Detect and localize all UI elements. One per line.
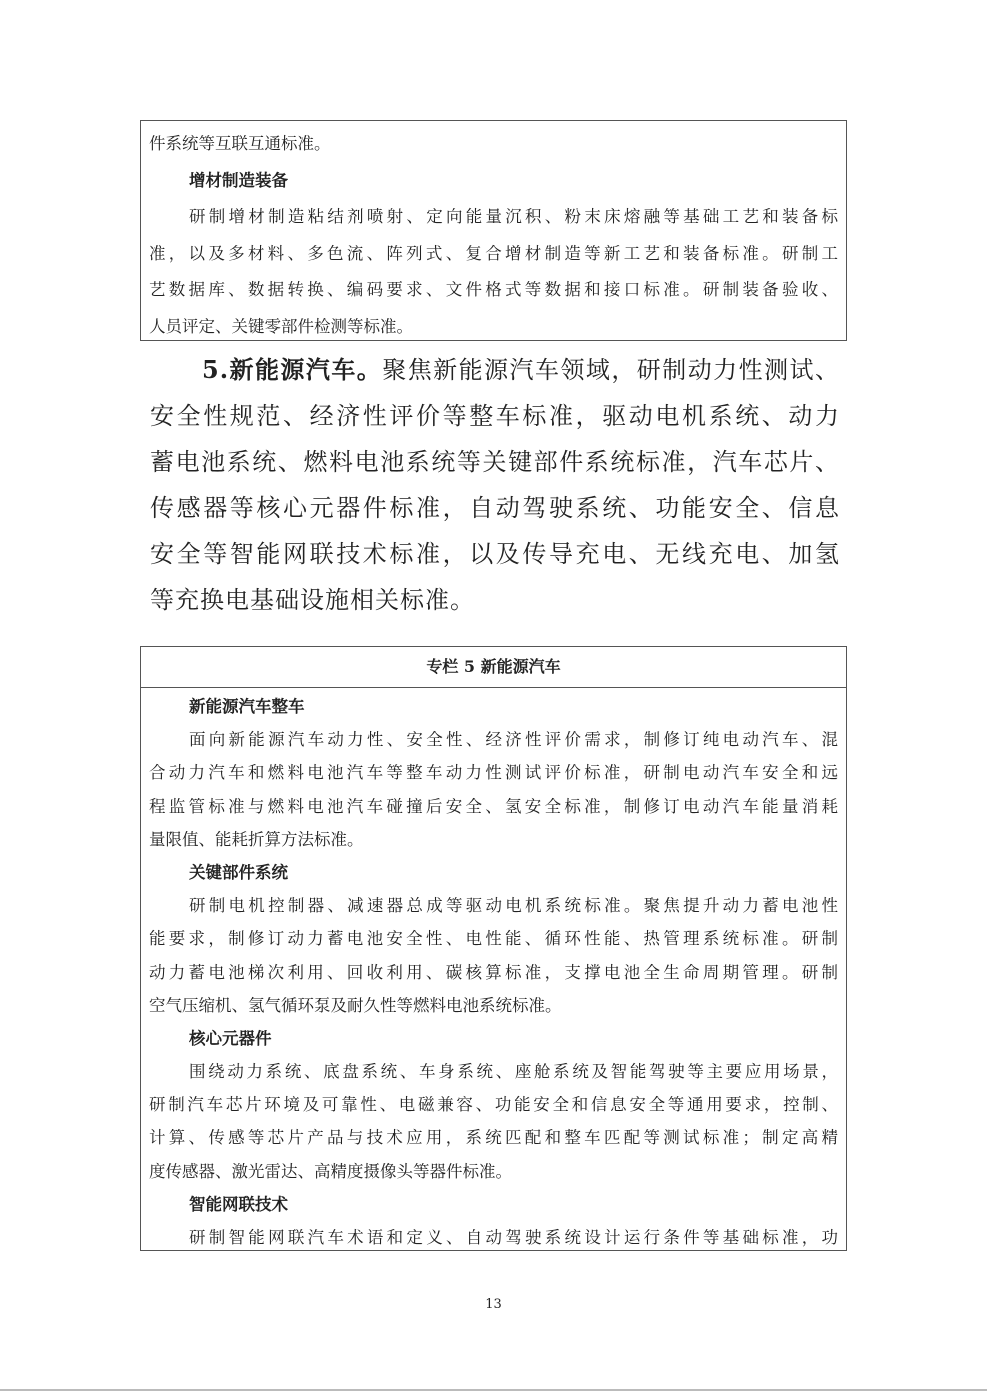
box-text-line: 研制汽车芯片环境及可靠性、电磁兼容、功能安全和信息安全等通用要求，控制、: [149, 1095, 838, 1115]
box-text-line: 研制增材制造粘结剂喷射、定向能量沉积、粉末床熔融等基础工艺和装备标: [189, 207, 838, 226]
box-text-line: 计算、传感等芯片产品与技术应用，系统匹配和整车匹配等测试标准；制定高精: [149, 1128, 838, 1148]
paragraph-line: 安全等智能网联技术标准，以及传导充电、无线充电、加氢: [150, 540, 840, 568]
box-text-line: 空气压缩机、氢气循环泵及耐久性等燃料电池系统标准。: [149, 995, 562, 1015]
box-text-line: 研制电机控制器、减速器总成等驱动电机系统标准。聚焦提升动力蓄电池性: [189, 896, 838, 916]
section-heading: 关键部件系统: [189, 862, 288, 882]
box-text-line: 合动力汽车和燃料电池汽车等整车动力性测试评价标准，研制电动汽车安全和远: [149, 763, 838, 783]
page-number: 13: [485, 1297, 502, 1312]
paragraph-lead: 5.新能源汽车。: [202, 355, 383, 384]
box-text-line: 动力蓄电池梯次利用、回收利用、碳核算标准，支撑电池全生命周期管理。研制: [149, 962, 838, 982]
column-title: 专栏 5 新能源汽车: [141, 647, 846, 688]
body-paragraph-nev: [150, 347, 840, 623]
box-text-line: 量限值、能耗折算方法标准。: [149, 829, 364, 849]
section-heading: 智能网联技术: [189, 1194, 288, 1214]
column-box-nev: [140, 646, 847, 1251]
paragraph-line: 等充换电基础设施相关标准。: [150, 586, 475, 614]
paragraph-line: [150, 347, 840, 393]
box-text-line: 程监管标准与燃料电池汽车碰撞后安全、氢安全标准，制修订电动汽车能量消耗: [149, 796, 838, 816]
box-text-line: 能要求，制修订动力蓄电池安全性、电性能、循环性能、热管理系统标准。研制: [149, 929, 838, 949]
section-heading: 新能源汽车整车: [189, 697, 305, 716]
paragraph-line: 传感器等核心元器件标准，自动驾驶系统、功能安全、信息: [150, 494, 840, 522]
column-box-additive-manufacturing: [140, 120, 847, 341]
box-text-line: 准，以及多材料、多色流、阵列式、复合增材制造等新工艺和装备标准。研制工: [149, 243, 838, 263]
box-text-line: 面向新能源汽车动力性、安全性、经济性评价需求，制修订纯电动汽车、混: [189, 730, 838, 750]
paragraph-line: 安全性规范、经济性评价等整车标准，驱动电机系统、动力: [150, 402, 840, 430]
page-divider: [0, 1389, 987, 1391]
box-text-line: 件系统等互联互通标准。: [149, 134, 331, 153]
section-heading: 核心元器件: [189, 1028, 272, 1048]
box-text-line: 围绕动力系统、底盘系统、车身系统、座舱系统及智能驾驶等主要应用场景，: [189, 1062, 838, 1082]
box-text-line: 艺数据库、数据转换、编码要求、文件格式等数据和接口标准。研制装备验收、: [149, 280, 838, 299]
box-text-line: 度传感器、激光雷达、高精度摄像头等器件标准。: [149, 1161, 512, 1181]
box-text-line: 人员评定、关键零部件检测等标准。: [149, 316, 413, 336]
section-heading: 增材制造装备: [189, 170, 288, 190]
column-body: [141, 688, 846, 1254]
paragraph-line: 蓄电池系统、燃料电池系统等关键部件系统标准，汽车芯片、: [150, 448, 840, 476]
paragraph-text: 聚焦新能源汽车领域，研制动力性测试、: [382, 356, 840, 384]
box-text-line: 研制智能网联汽车术语和定义、自动驾驶系统设计运行条件等基础标准，功: [189, 1228, 838, 1247]
